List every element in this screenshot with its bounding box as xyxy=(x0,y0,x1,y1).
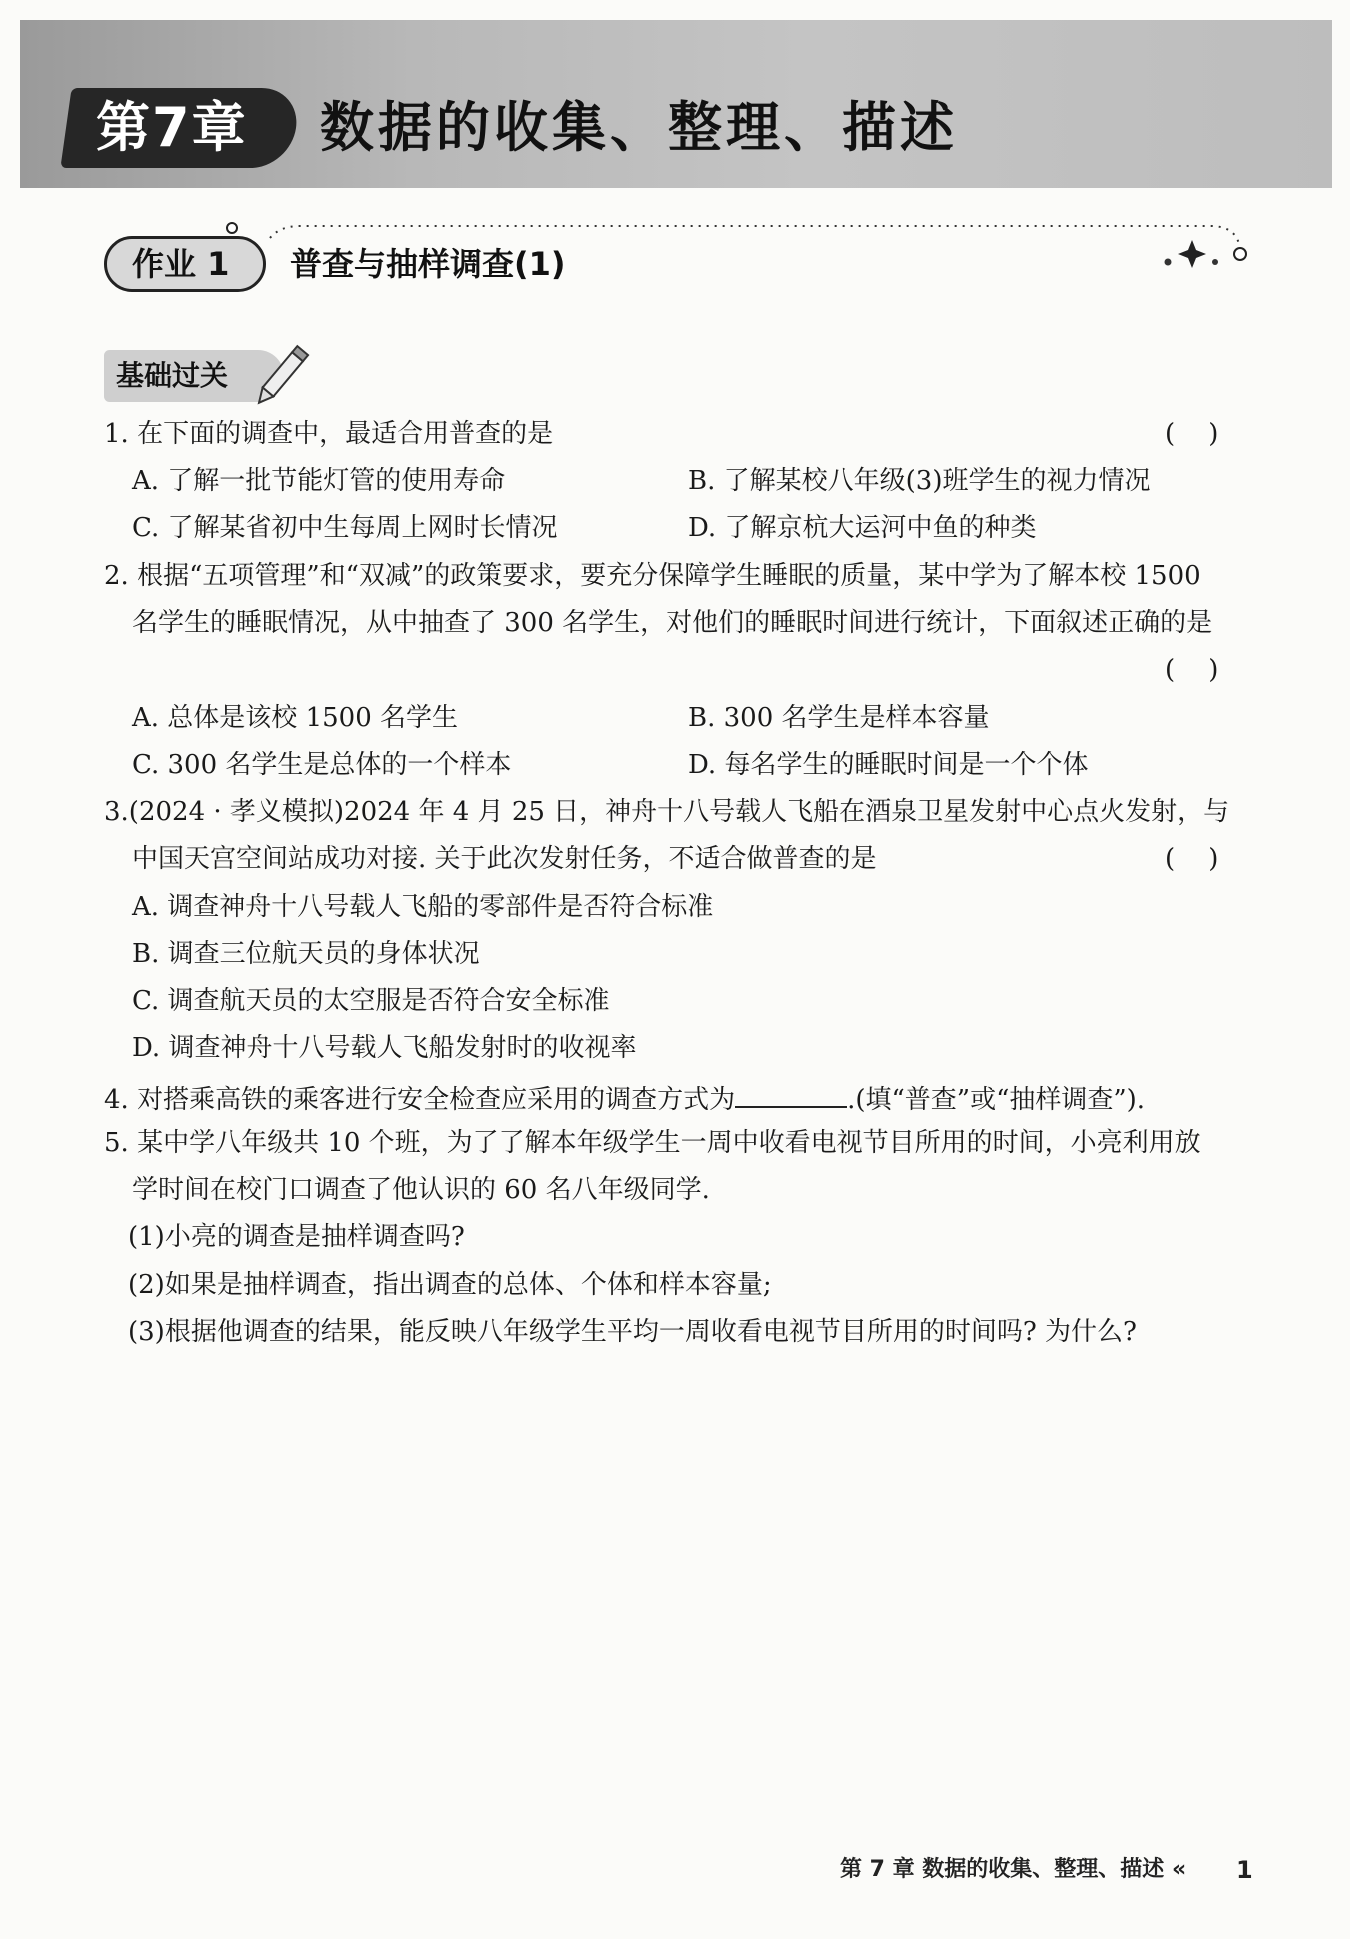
q5-stem-line2: 学时间在校门口调查了他认识的 60 名八年级同学. xyxy=(132,1175,710,1205)
q5-sub1: (1)小亮的调查是抽样调查吗? xyxy=(128,1222,465,1252)
q1-option-a: A. 了解一批节能灯管的使用寿命 xyxy=(132,466,506,496)
q4-stem-post: .(填“普查”或“抽样调查”). xyxy=(847,1085,1146,1115)
q2-option-a: A. 总体是该校 1500 名学生 xyxy=(132,703,459,733)
q5-sub3: (3)根据他调查的结果，能反映八年级学生平均一周收看电视节目所用的时间吗? 为什么? xyxy=(128,1317,1137,1347)
chapter-label: 第7章 xyxy=(96,96,248,159)
pencil-icon xyxy=(0,0,1350,420)
q1-stem: 1. 在下面的调查中，最适合用普查的是 xyxy=(104,419,554,449)
section-label: 基础过关 xyxy=(116,359,229,392)
q2-option-c: C. 300 名学生是总体的一个样本 xyxy=(132,750,512,780)
q1-option-b: B. 了解某校八年级(3)班学生的视力情况 xyxy=(688,466,1151,496)
q2-answer-paren[interactable]: ( ) xyxy=(1165,655,1219,685)
q5-stem-line1: 5. 某中学八年级共 10 个班，为了了解本年级学生一周中收看电视节目所用的时间，小亮利用放 xyxy=(104,1128,1201,1158)
q2-option-b: B. 300 名学生是样本容量 xyxy=(688,703,990,733)
chapter-title: 数据的收集、整理、描述 xyxy=(320,96,958,159)
q3-stem-line2: 中国天宫空间站成功对接. 关于此次发射任务，不适合做普查的是 xyxy=(132,844,877,874)
q4-answer-blank[interactable] xyxy=(735,1076,847,1108)
q3-option-c: C. 调查航天员的太空服是否符合安全标准 xyxy=(132,986,610,1016)
q2-stem-line1: 2. 根据“五项管理”和“双减”的政策要求，要充分保障学生睡眠的质量，某中学为了解本校 1500 xyxy=(104,561,1201,591)
q3-stem-line1: 3.(2024 · 孝义模拟)2024 年 4 月 25 日，神舟十八号载人飞船在酒泉卫星发射中心点火发射，与 xyxy=(104,797,1230,827)
q1-option-c: C. 了解某省初中生每周上网时长情况 xyxy=(132,513,558,543)
q1-option-d: D. 了解京杭大运河中鱼的种类 xyxy=(688,513,1037,543)
q5-sub2: (2)如果是抽样调查，指出调查的总体、个体和样本容量; xyxy=(128,1270,772,1300)
q1-answer-paren[interactable]: ( ) xyxy=(1165,419,1219,449)
q3-option-b: B. 调查三位航天员的身体状况 xyxy=(132,939,480,969)
q3-option-a: A. 调查神舟十八号载人飞船的零部件是否符合标准 xyxy=(132,892,714,922)
q4-stem-pre: 4. 对搭乘高铁的乘客进行安全检查应采用的调查方式为 xyxy=(104,1085,736,1115)
q2-stem-line2: 名学生的睡眠情况，从中抽查了 300 名学生，对他们的睡眠时间进行统计，下面叙述正确的是 xyxy=(132,608,1213,638)
q4-stem xyxy=(104,1076,1145,1120)
q2-option-d: D. 每名学生的睡眠时间是一个个体 xyxy=(688,750,1089,780)
page-number: 1 xyxy=(1236,1856,1253,1884)
lesson-title: 普查与抽样调查(1) xyxy=(290,245,566,283)
q3-answer-paren[interactable]: ( ) xyxy=(1165,844,1219,874)
q3-option-d: D. 调查神舟十八号载人飞船发射时的收视率 xyxy=(132,1033,637,1063)
footer-chapter: 第 7 章 数据的收集、整理、描述 « xyxy=(840,1857,1187,1882)
homework-label: 作业 1 xyxy=(132,245,230,283)
